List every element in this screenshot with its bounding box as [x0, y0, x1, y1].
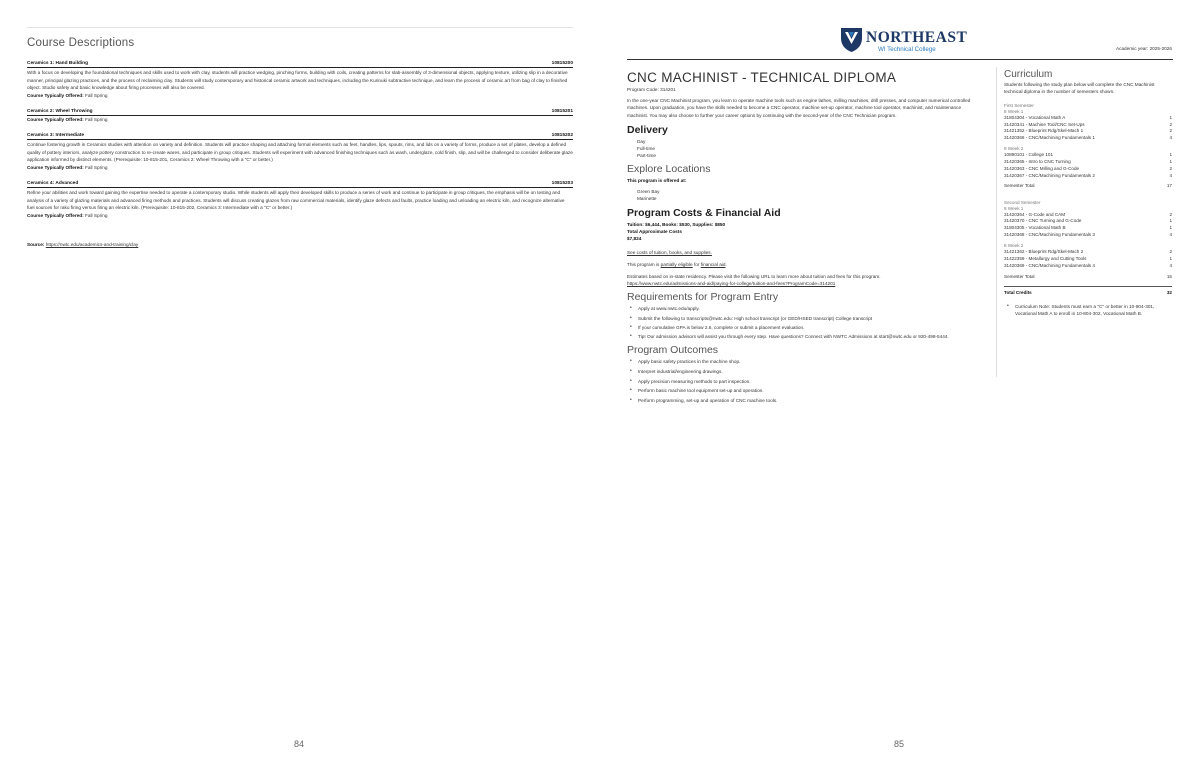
course-name: Ceramics 3: Intermediate [27, 133, 85, 138]
curriculum-sidebar [996, 67, 1174, 377]
course-offered: Course Typically Offered: Fall Spring [27, 92, 108, 98]
program-main-column [627, 70, 977, 404]
header-divider [627, 59, 1173, 60]
costs-breakdown: Tuition: $6,444, Books: $530, Supplies: $850 [627, 222, 726, 228]
partially-eligible-link[interactable]: partially eligible [660, 261, 693, 267]
course-row: 31420363 - CNC Milling and G-Code 2 [1004, 165, 1172, 171]
page-title: Course Descriptions [27, 37, 135, 49]
outcome-item: • Interpret industrial/engineering drawings. [627, 368, 977, 375]
course-code: 10815201 [551, 109, 573, 114]
week-label: 8 Week 1 [1004, 205, 1024, 211]
curriculum-intro: Students following the study plan below will complete the CNC Machinist technical diploma in the number of semesters shown. [1004, 82, 1155, 95]
course-header [27, 109, 573, 116]
total-divider [1004, 286, 1172, 287]
requirements-list [627, 305, 977, 340]
program-title: CNC MACHINIST - TECHNICAL DIPLOMA [627, 70, 897, 85]
costs-total-label: Total Approximate Costs [627, 229, 682, 235]
page-number: 84 [294, 739, 305, 749]
outcomes-list [627, 358, 977, 404]
course-row: 31420370 - CNC Turning and G-Code 1 [1004, 218, 1172, 224]
first-semester [1004, 103, 1172, 190]
course-header [27, 181, 573, 188]
delivery-option: Day [637, 138, 646, 144]
course-header [27, 61, 573, 68]
course-name: Ceramics 4: Advanced [27, 181, 79, 186]
course-name: Ceramics 2: Wheel Throwing [27, 109, 93, 114]
course-row: 31420341 - Machine Tool/CNC Set-Ups 2 [1004, 121, 1172, 127]
course-row: 31420368 - CNC/Machining Fundamentals 3 4 [1004, 232, 1172, 238]
semester-total-row: Semester Total 17 [1004, 183, 1172, 189]
logo-name: NORTHEAST [866, 29, 968, 46]
curriculum-note: • Curriculum Note: Students must earn a "C" or better in 10-804-301, Vocational Math A to enroll in 10-804-302, Vocational Math B. [1004, 303, 1172, 317]
requirement-item: • Apply at www.nwtc.edu/apply. [627, 305, 977, 312]
course-row: 31420367 - CNC/Machining Fundamentals 2 4 [1004, 172, 1172, 178]
program-code: Program Code: 314201 [627, 87, 676, 92]
course-offered: Course Typically Offered: Fall Spring [27, 212, 108, 218]
course-offered: Course Typically Offered: Fall Spring [27, 117, 108, 122]
locations-list [627, 188, 977, 202]
shield-icon [840, 26, 863, 53]
financial-aid-link[interactable]: financial aid [700, 261, 726, 267]
course-row: 31804304 - Vocational Math A 1 [1004, 114, 1172, 120]
tuition-url-link[interactable]: https://www.nwtc.edu/admissions-and-aid/paying-for-college/tuition-and-fees?ProgramCode=314201 [627, 281, 836, 287]
locations-heading: Explore Locations [627, 163, 711, 176]
see-costs-link[interactable]: See costs of tuition, books, and supplies. [627, 249, 712, 255]
requirement-item: • Tip! Our admission advisors will assist you through every step. Have questions? Connect with NWTC Admissions at start@nwtc.edu or 920-498-5444. [627, 333, 977, 340]
course-entry [27, 181, 573, 219]
outcomes-heading: Program Outcomes [627, 344, 719, 357]
source-label: Source: [27, 242, 45, 247]
top-divider [27, 27, 573, 28]
source-line [27, 242, 138, 247]
course-header [27, 133, 573, 140]
source-link[interactable]: https://nwtc.edu/academics-and-training/clay [45, 242, 139, 247]
course-entry [27, 133, 573, 171]
outcome-item: • Perform programming, set-up and operation of CNC machine tools. [627, 397, 977, 404]
financial-aid-eligibility: This program is partially eligible for financial aid. [627, 261, 727, 267]
requirement-item: • If your cumulative GPA is below 2.6, complete or submit a placement evaluation. [627, 324, 977, 331]
course-description: With a focus on developing the foundational techniques and skills used to work with clay, students will practice wedging, pinching forms, building with coils, creating patterns for slab-assembly of 3-dimensional objects, applying texture, utilizing slip in a decorative manner, principal glazing practices, and the process of reclaiming clay. Students will study contemporary and historical ceramic artwork and techniques, including the Kurinuki subtractive technique, and learn the process of ceramic art from bag of clay to finished object. Studio safety and basic knowledge about firing processes will also be covered. [27, 70, 568, 91]
course-entry [27, 109, 573, 124]
course-row: 31420365 - Intro to CNC Turning 1 [1004, 158, 1172, 164]
costs-heading: Program Costs & Financial Aid [627, 207, 781, 220]
course-row: 31421352 - Blueprint Rdg/Skel-Mach 1 2 [1004, 128, 1172, 134]
delivery-option: Full-time [637, 146, 655, 152]
location-item: Marinette [637, 195, 657, 201]
course-row: 31421362 - Blueprint Rdg/Skel-Mach 2 2 [1004, 248, 1172, 254]
page-number: 85 [894, 739, 905, 749]
course-name: Ceramics 1: Hand Building [27, 61, 89, 66]
total-credits-row: Total Credits 32 [1004, 290, 1172, 296]
program-intro: In the one-year CNC Machinist program, you learn to operate machine tools such as engine lathes, milling machines, drill presses, and computer numerical controlled machines. Upon graduation, you have the skills needed to become a CNC operator, machine set-up operator, machine tool operator, machinist, and maintenance machinist. You may also choose to further your career options by continuing with the second-year of the CNC Technician program. [627, 98, 971, 118]
academic-year: Academic year: 2025-2026 [1115, 46, 1172, 51]
course-row: 31422359 - Metallurgy and Cutting Tools 1 [1004, 255, 1172, 261]
location-item: Green Bay [637, 188, 660, 194]
course-code: 10815200 [551, 61, 573, 66]
curriculum-notes [1004, 303, 1172, 317]
semester-label: Second Semester [1004, 200, 1041, 206]
delivery-heading: Delivery [627, 123, 668, 136]
course-description: Refine your abilities and work toward gaining the expertise needed to operate a contemporary studio. While students will apply their developed skills to produce a series of work and continue to participate in group critiques, the emphasis will be on testing and analysis of a variety of glazing materials and advanced firing methods and practices. Students will discuss creating glazes from raw commercial materials, identify glaze defects and faults, practice loading and unloading an electric kiln, and recognize alternative fuel sources for raku firing versus firing an electric kiln. (Prerequisite: 10-815-202, Ceramics 3: Intermediate with a "C" or better.) [27, 190, 565, 211]
costs-total-value: $7,824 [627, 236, 642, 242]
sidebar-divider [996, 67, 997, 377]
course-row: 10890101 - College 101 1 [1004, 151, 1172, 157]
college-logo [840, 26, 968, 56]
locations-offered-label: This program is offered at: [627, 178, 687, 184]
course-row: 31420369 - CNC/Machining Fundamentals 4 4 [1004, 262, 1172, 268]
course-row: 31420366 - CNC/Machining Fundamentals 1 4 [1004, 135, 1172, 141]
outcome-item: • Apply basic safety practices in the machine shop. [627, 358, 977, 365]
delivery-list [627, 138, 977, 160]
outcome-item: • Apply precision measuring methods to part inspection. [627, 378, 977, 385]
semester-total-row: Semester Total 15 [1004, 274, 1172, 280]
course-row: 31420364 - G-Code and CAM 2 [1004, 211, 1172, 217]
second-semester [1004, 200, 1172, 281]
curriculum-heading: Curriculum [1004, 69, 1053, 80]
week-label: 8 Week 2 [1004, 146, 1024, 152]
semester-label: First Semester [1004, 103, 1034, 109]
course-description: Continue fostering growth in Ceramics studies with attention on variety and definition. Students will practice shaping and attaching formal elements such as feet, handles, lips, spouts, rims, and lids on a variety of forms, produce a set of plates, develop a defined quality of pottery interiors, analyze pottery construction to re-create wares, and participate in group critiques. Students will experiment with advanced finishing techniques such as wash, underglaze, cold finish, slip, and will be challenged to consider deliberate glaze application informed by distinct elements. (Prerequisite: 10-815-201, Ceramics 2: Wheel Throwing with a "C" or better.) [27, 142, 573, 163]
course-entry [27, 61, 573, 99]
course-row: 31804305 - Vocational Math B 1 [1004, 225, 1172, 231]
requirement-item: • Submit the following to transcripts@nwtc.edu: High school transcript (or GED/HSED transcript) College transcript [627, 315, 977, 322]
course-offered: Course Typically Offered: Fall Spring [27, 164, 108, 170]
week-label: 8 Week 2 [1004, 243, 1024, 249]
logo-subtitle: WI Technical College [878, 46, 936, 53]
estimate-note: Estimates based on in-state residency. Please visit the following URL to learn more about tuition and fees for this program. [627, 274, 881, 280]
delivery-option: Part-time [637, 153, 657, 159]
outcome-item: • Perform basic machine tool equipment set-up and operation. [627, 387, 977, 394]
course-code: 10815202 [551, 133, 573, 138]
week-label: 8 Week 1 [1004, 109, 1024, 114]
requirements-heading: Requirements for Program Entry [627, 291, 779, 304]
course-code: 10815203 [551, 181, 573, 186]
